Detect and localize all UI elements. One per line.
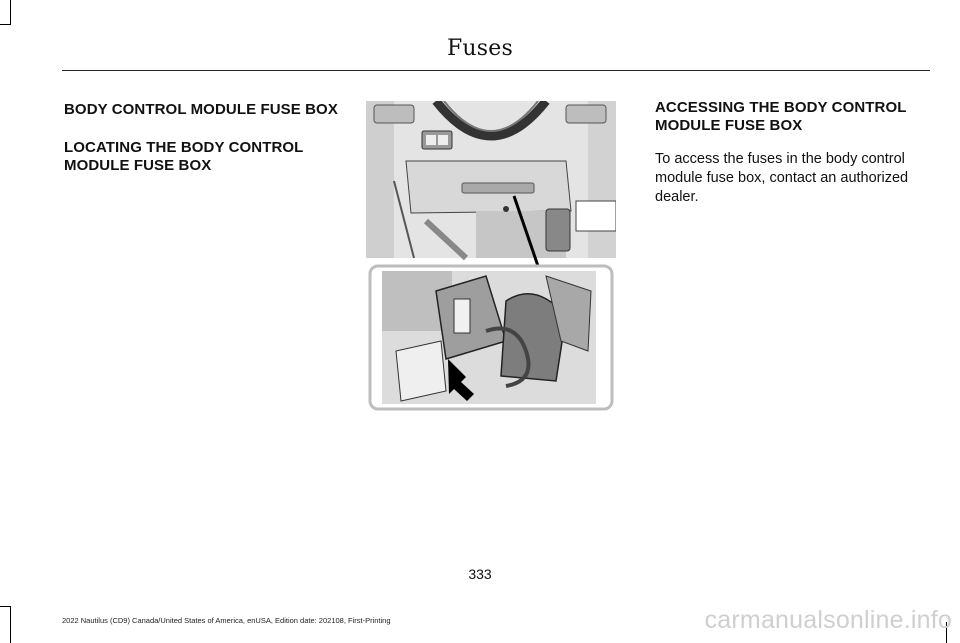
dashboard-view	[366, 101, 616, 266]
body-text-line-1: To access the fuses in the body control	[655, 151, 905, 167]
right-heading-line-2: MODULE FUSE BOX	[655, 117, 803, 134]
header-divider	[62, 70, 930, 71]
fuse-box-location-illustration	[366, 101, 616, 412]
body-text-line-2: module fuse box, contact an authorized	[655, 170, 909, 186]
crop-mark-bottom-left-vertical	[10, 606, 11, 643]
subheading-line-1: LOCATING THE BODY CONTROL	[64, 139, 304, 156]
footer-edition-text: 2022 Nautilus (CD9) Canada/United States of America, enUSA, Edition date: 202108, First-Printing	[62, 616, 391, 625]
crop-mark-top-left-horizontal	[0, 24, 11, 25]
body-text-line-3: dealer.	[655, 189, 699, 205]
page-header-title: Fuses	[446, 36, 514, 61]
crop-mark-bottom-left-horizontal	[0, 606, 11, 607]
fuse-box-detail-view	[370, 266, 612, 409]
watermark: carmanualsonline.info	[704, 606, 952, 634]
crop-mark-top-left-vertical	[10, 0, 11, 24]
page-number: 333	[468, 566, 492, 582]
section-heading: BODY CONTROL MODULE FUSE BOX	[64, 101, 338, 118]
right-heading-line-1: ACCESSING THE BODY CONTROL	[655, 99, 907, 116]
subheading-line-2: MODULE FUSE BOX	[64, 157, 212, 174]
